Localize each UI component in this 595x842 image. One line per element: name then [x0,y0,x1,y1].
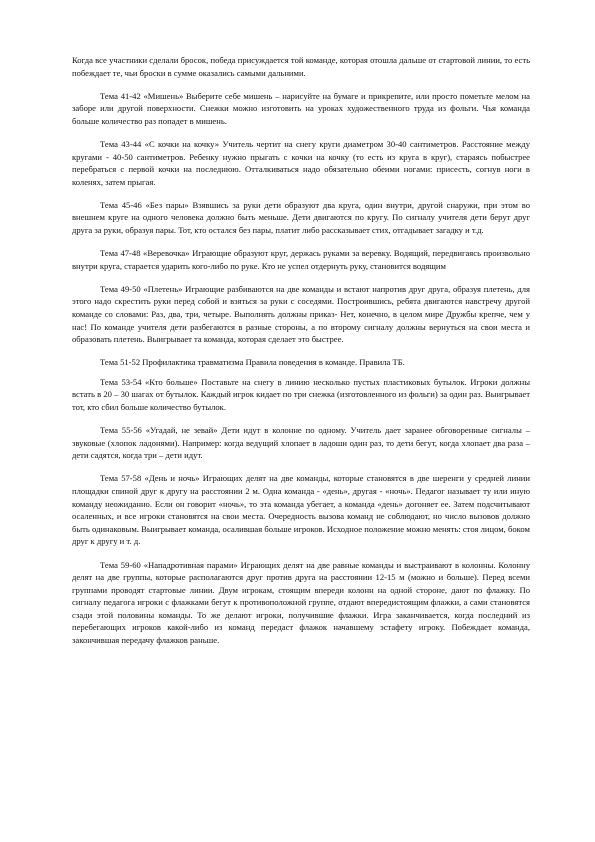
paragraph-topic-41-42: Тема 41-42 «Мишень» Выберите себе мишень – нарисуйте на бумаге и прикрепите, или просто пометьте мелом на заборе или другой поверхности. Снежки можно изготовить на уроках художественного труда из фольги. Чья команда больше количество раз попадет в мишень. [72,90,530,126]
paragraph-topic-57-58: Тема 57-58 «День и ночь» Играющих делят на две команды, которые становятся в две шеренги у средней линии площадки спиной друг к другу на расстоянии 2 м. Одна команда - «день», другая - «ночь». Педагог называет ту или иную команду неожиданно. Если он говорит «ночь», то эта команда убегает, а команда «день» догоняет ее. Затем подсчитывают осаленных, и все игроки становятся на свои места. Очередность вызова команд не соблюдают, но число вызовов должно быть одинаковым. Выигрывает команда, осалившая больше игроков. Исходное положение можно менять: стоя лицом, боком друг к другу и т. д. [72,473,530,547]
document-page [72,54,530,657]
paragraph-topic-45-46: Тема 45-46 «Без пары» Взявшись за руки дети образуют два круга, один внутри, другой снаружи, при этом во внешнем круге на одного человека должно быть меньше. Дети двигаются по кругу. По сигналу учителя дети берут друг друга за руки, образуя пары. Тот, кто остался без пары, платит либо рассказывает стих, отгадывает загадку и т.д. [72,199,530,236]
paragraph-topic-47-48: Тема 47-48 «Веревочка» Играющие образуют круг, держась руками за веревку. Водящий, передвигаясь произвольно внутри круга, старается ударить кого-либо по руке. Кто не успел отдернуть руку, становится водящим [72,248,530,271]
paragraph-topic-55-56: Тема 55-56 «Угадай, не зевай» Дети идут в колонне по одному. Учитель дает заранее обговоренные сигналы – звуковые (хлопок ладонями). Например: когда ведущий хлопает в ладоши один раз, то дети бегут, когда хлопает два раза – дети садятся, когда три – дети идут. [72,425,530,461]
paragraph-intro: Когда все участники сделали бросок, победа присуждается той команде, которая отошла дальше от стартовой линии, то есть побеждает те, чьи броски в сумме оказались самыми дальними. [72,55,530,78]
paragraph-topic-49-50: Тема 49-50 «Плетень» Играющие разбиваются на две команды и встают напротив друг друга, образуя плетень, для этого надо скрестить руки перед собой и взяться за руки с соседями. Построившись, ребята двигаются навстречу другой команде со словами: Раз, два, три, четыре. Выполнять должны приказ- Нет, конечно, в целом мире Дружбы крепче, чем у нас! По команде учителя дети разбегаются в разные стороны, а по второму сигналу должны вернуться на свои места и образовать плетень. Выигрывает та команда, которая сделает это быстрее. [72,283,530,345]
paragraph-topic-53-54: Тема 53-54 «Кто больше» Поставьте на снегу в линию несколько пустых пластиковых бутылок. Игроки должны встать в 20 – 30 шагах от бутылок. Каждый игрок кидает по три снежка (изготовленного из фольги) за один раз. Выигрывает тот, кто сбил больше количество бутылок. [72,376,530,413]
paragraph-topic-51-52: Тема 51-52 Профилактика травматизма Правила поведения в команде. Правила ТБ. [100,357,405,368]
paragraph-topic-43-44: Тема 43-44 «С кочки на кочку» Учитель чертит на снегу круги диаметром 30-40 сантиметров. Расстояние между кругами - 40-50 сантиметров. Ребенку нужно прыгать с кочки на кочку (то есть из круга в круг), стараясь побыстрее перебраться с первой кочки на последнюю. Отталкиваться надо обязательно обеими ногами: присесть, согнув ноги в коленях, затем прыгая. [72,138,530,187]
paragraph-topic-59-60: Тема 59-60 «Нападротивная парами» Играющих делят на две равные команды и выстраивают в колонны. Колонну делят на две группы, которые располагаются друг против друга на расстоянии 12-15 м (можно и больше). Перед всеми группами проводят стартовые линии. Двум игрокам, стоящим впереди колонн на одной стороне, дают по флажку. По сигналу педагога игроки с флажками бегут к противоположной группе, отдают впередистоящим флажки, а сами становятся сзади этой половины команды. То же делают игроки, получившие флажки. Игра заканчивается, когда последний из перебегающих игроков какой-либо из команд передаст флажок начавшему эстафету игроку. Побеждает команда, закончившая передачу флажков раньше. [72,559,530,646]
